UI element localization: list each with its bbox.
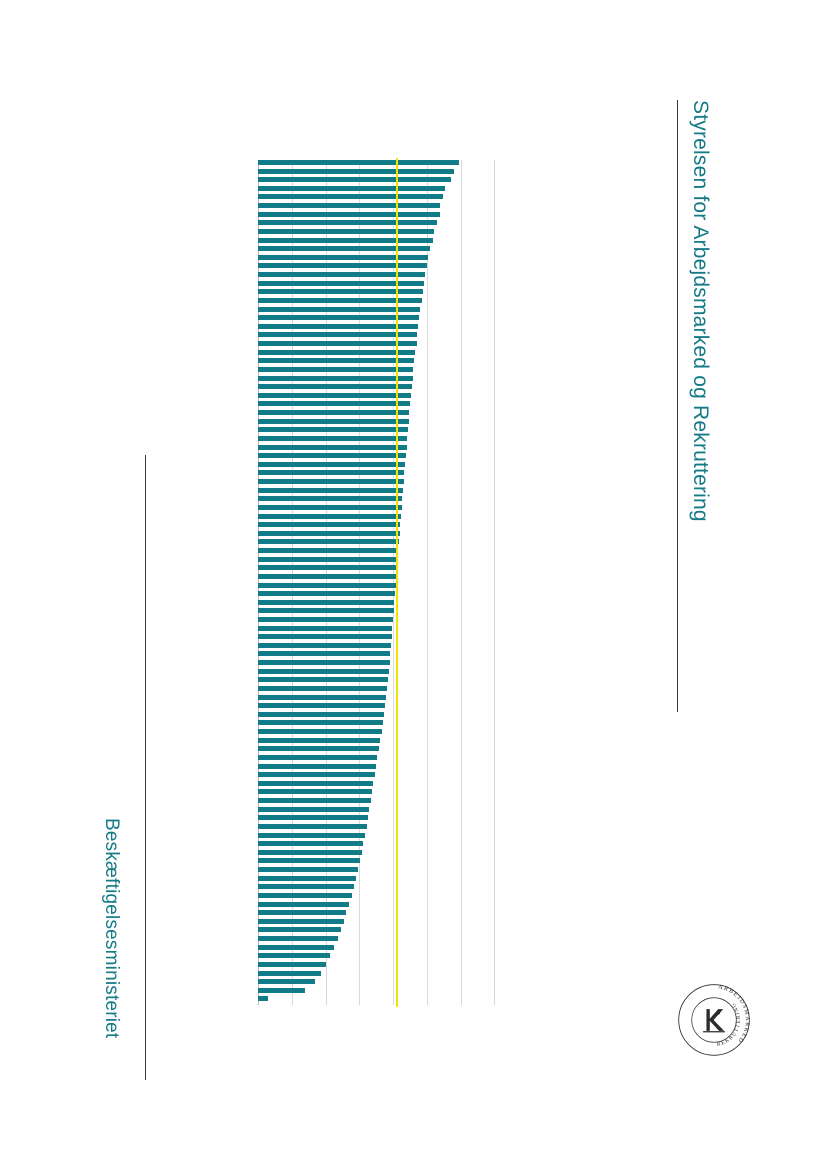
bar [258,858,360,863]
bar [258,720,383,725]
bar-row [258,902,528,909]
bar [258,212,440,217]
bar [258,272,425,277]
bar-row [258,186,528,193]
bar-row [258,919,528,926]
bar [258,479,404,484]
bar-row [258,462,528,469]
bar [258,522,400,527]
bar-row [258,445,528,452]
bar-row [258,401,528,408]
bar-row [258,626,528,633]
bar [258,824,367,829]
bar [258,919,344,924]
bar [258,160,459,165]
bar-row [258,505,528,512]
bar-row [258,384,528,391]
bar [258,979,315,984]
title-divider-rule [677,100,678,712]
bar-row [258,996,528,1003]
bar [258,738,380,743]
bar [258,350,415,355]
bar [258,238,433,243]
bar [258,884,354,889]
bar-row [258,884,528,891]
svg-text:ARBEJDSMARKED: ARBEJDSMARKED [717,984,750,1045]
footer-divider-rule [145,455,146,1080]
bar [258,669,389,674]
bar [258,660,390,665]
bar-row [258,436,528,443]
svg-text:REKRUTTERING: REKRUTTERING [716,1000,743,1048]
bar [258,281,424,286]
bar-row [258,858,528,865]
bar-row [258,419,528,426]
bar [258,755,377,760]
bar [258,565,397,570]
bar-row [258,643,528,650]
bar-row [258,479,528,486]
bar [258,229,434,234]
bar [258,996,268,1001]
bar [258,962,326,967]
bar [258,807,369,812]
bar-row [258,531,528,538]
bar [258,634,392,639]
bar-row [258,298,528,305]
bar-row [258,488,528,495]
bar [258,246,430,251]
bar [258,617,393,622]
bar [258,677,388,682]
bar [258,910,346,915]
bar [258,401,410,406]
bar-row [258,695,528,702]
bar-row [258,927,528,934]
bar [258,453,406,458]
bar [258,539,399,544]
bar [258,514,401,519]
bar-row [258,367,528,374]
bar-row [258,677,528,684]
bar-row [258,893,528,900]
bar-row [258,617,528,624]
bar-row [258,600,528,607]
bar-row [258,229,528,236]
bar [258,427,408,432]
bar-row [258,755,528,762]
bar [258,988,305,993]
bar [258,695,386,700]
bar-row [258,307,528,314]
bar-row [258,608,528,615]
bar [258,608,394,613]
bar [258,410,409,415]
bar [258,841,363,846]
bar-row [258,194,528,201]
bar-row [258,358,528,365]
bar [258,798,371,803]
bar-row [258,514,528,521]
bar [258,953,330,958]
bar [258,557,398,562]
bar [258,789,372,794]
bar-row [258,522,528,529]
bar-row [258,289,528,296]
bar-row [258,496,528,503]
bar-row [258,315,528,322]
bar-row [258,332,528,339]
bar [258,496,402,501]
bar-row [258,574,528,581]
bar-row [258,634,528,641]
footer-ministry-label: Beskæftigelsesministeriet [101,818,122,1039]
bar-row [258,729,528,736]
bar-row [258,470,528,477]
bar [258,186,445,191]
bar-row [258,212,528,219]
bar [258,341,417,346]
bar [258,643,391,648]
bar-row [258,953,528,960]
bar-row [258,548,528,555]
bar-row [258,341,528,348]
bar [258,850,362,855]
bar-row [258,824,528,831]
bar [258,927,341,932]
star-logo [672,978,756,1062]
bar-row [258,565,528,572]
bar [258,263,427,268]
bar [258,651,390,656]
bar-row [258,591,528,598]
bar [258,893,352,898]
bar-row [258,660,528,667]
bar [258,384,412,389]
bar-row [258,281,528,288]
bar-row [258,979,528,986]
bar [258,332,417,337]
bar-row [258,393,528,400]
bar-row [258,815,528,822]
bar-row [258,324,528,331]
bar [258,936,338,941]
bar-row [258,350,528,357]
bar [258,470,404,475]
bar [258,358,414,363]
bar [258,488,403,493]
bar [258,505,402,510]
bar [258,703,385,708]
bar-row [258,807,528,814]
bar-row [258,876,528,883]
bar-row [258,669,528,676]
bar-row [258,720,528,727]
bar [258,462,405,467]
bar [258,419,409,424]
bar-row [258,910,528,917]
bar-row [258,841,528,848]
bar-row [258,686,528,693]
bar [258,867,358,872]
bar-row [258,160,528,167]
bar [258,203,440,208]
bar-row [258,272,528,279]
bar [258,255,428,260]
bar [258,220,437,225]
bar-row [258,772,528,779]
bar [258,781,373,786]
bar [258,971,321,976]
bar-row [258,177,528,184]
bar [258,367,413,372]
bar-row [258,988,528,995]
bar [258,531,400,536]
bar [258,436,407,441]
bar-row [258,712,528,719]
bar [258,712,384,717]
bar-row [258,238,528,245]
bar [258,833,365,838]
bar-row [258,703,528,710]
bar [258,686,387,691]
bar [258,729,382,734]
bar [258,583,396,588]
bar-row [258,557,528,564]
bar [258,902,349,907]
bar [258,393,411,398]
bar [258,315,419,320]
bar [258,376,413,381]
bar-row [258,789,528,796]
bar-row [258,169,528,176]
bar [258,746,379,751]
page-title: Styrelsen for Arbejdsmarked og Rekruttering [689,100,712,522]
bar-row [258,850,528,857]
bar [258,815,368,820]
bar-row [258,376,528,383]
bar-row [258,833,528,840]
bar-row [258,945,528,952]
bar [258,600,394,605]
bar [258,177,451,182]
bar-row [258,220,528,227]
bar [258,548,398,553]
bar-row [258,255,528,262]
bar [258,772,375,777]
bar-row [258,203,528,210]
bar-row [258,263,528,270]
chart-bars [258,160,528,1005]
bar-row [258,936,528,943]
bar [258,169,454,174]
average-line [396,158,398,1007]
bar [258,194,443,199]
bar-row [258,781,528,788]
bar-row [258,410,528,417]
bar-row [258,867,528,874]
bar-row [258,764,528,771]
bar [258,324,418,329]
bar-row [258,539,528,546]
bar-row [258,962,528,969]
bar-row [258,746,528,753]
bar [258,591,395,596]
bar [258,876,356,881]
bar-row [258,427,528,434]
bar-row [258,971,528,978]
bar-row [258,583,528,590]
bar-row [258,738,528,745]
bar-row [258,651,528,658]
bar [258,574,396,579]
bar-row [258,798,528,805]
bar-row [258,246,528,253]
bar [258,626,392,631]
bar-row [258,453,528,460]
bar [258,945,334,950]
bar-chart [258,160,528,1005]
bar [258,445,407,450]
bar [258,764,376,769]
